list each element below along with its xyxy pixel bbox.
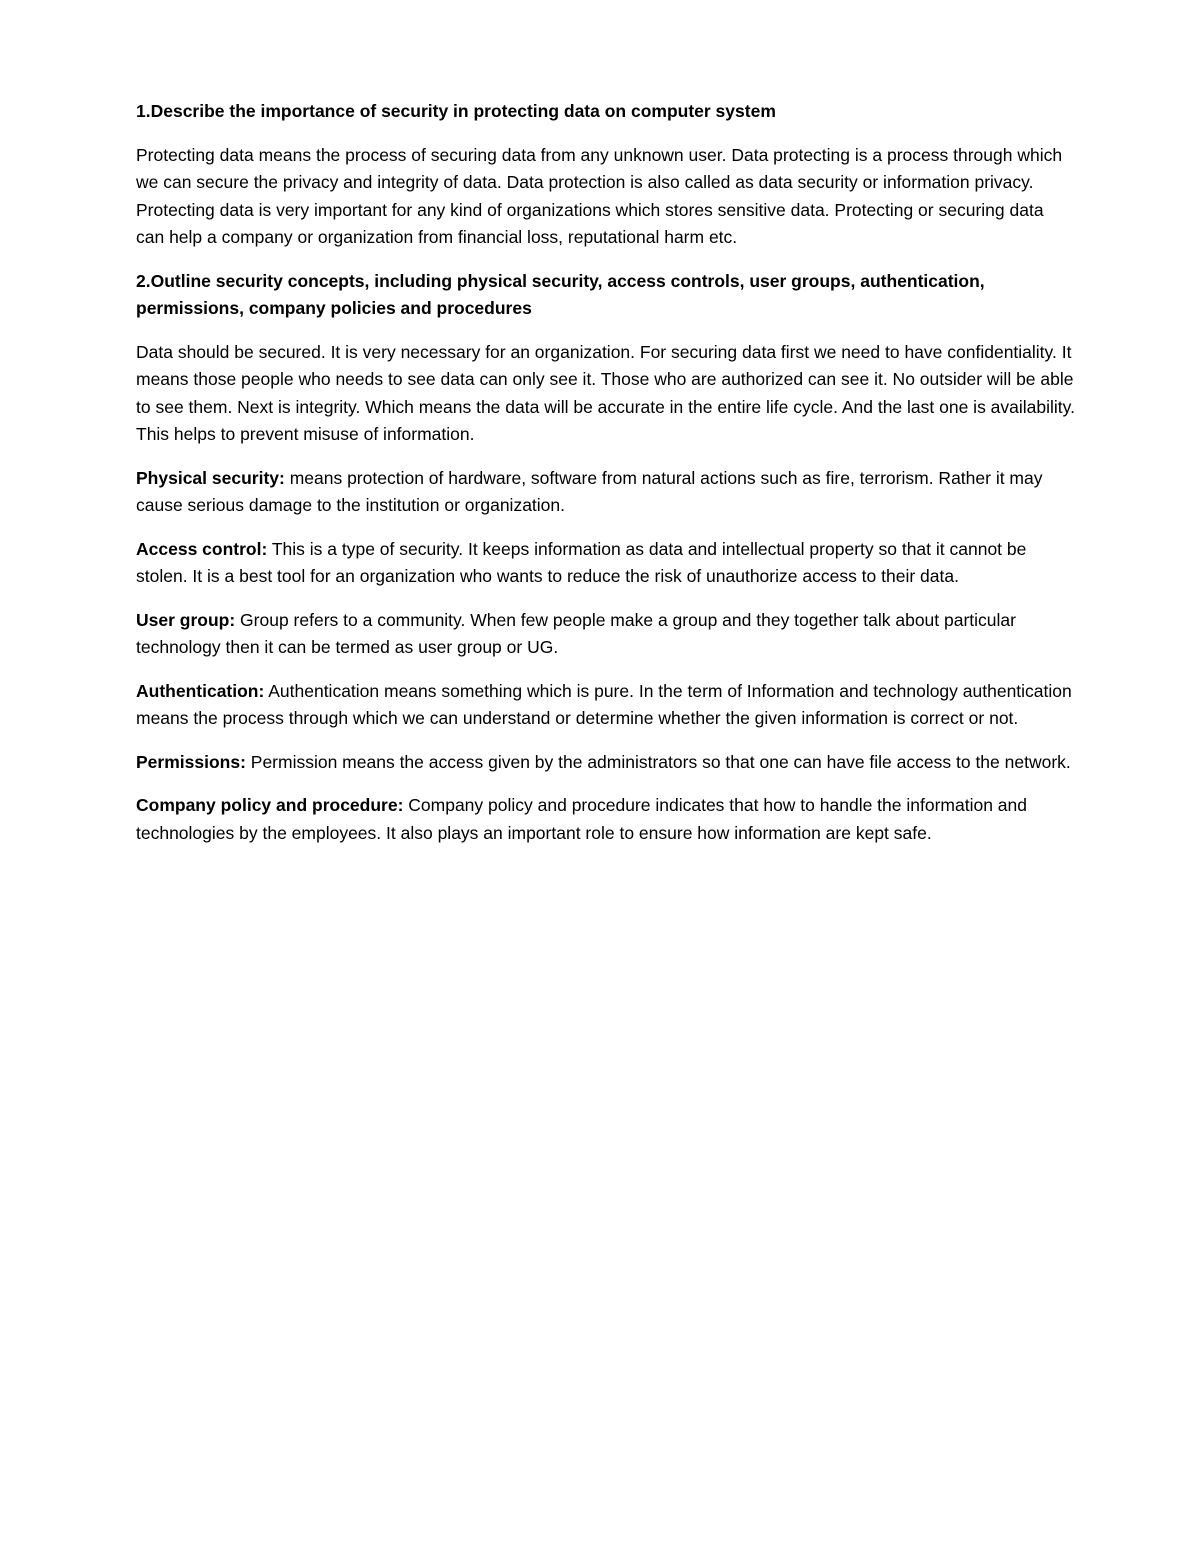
concept-access-control <box>136 536 1076 591</box>
section-1-body: Protecting data means the process of securing data from any unknown user. Data protecting is a process through which we can secure the privacy and integrity of data. Data protection is also called as data security or information privacy. Protecting data is very important for any kind of organizations which stores sensitive data. Protecting or securing data can help a company or organization from financial loss, reputational harm etc. <box>136 144 1063 247</box>
concept-text: Group refers to a community. When few people make a group and they together talk about particular technology then it can be termed as user group or UG. <box>136 609 1016 657</box>
concept-term: Company policy and procedure: <box>136 795 404 815</box>
section-2-heading: 2.Outline security concepts, including physical security, access controls, user groups, authentication, permissions, company policies and procedures <box>136 270 985 318</box>
concept-term: Authentication: <box>136 680 265 701</box>
section-1-heading: 1.Describe the importance of security in protecting data on computer system <box>136 101 776 121</box>
concept-term: Access control: <box>136 538 268 559</box>
concept-term: Physical security: <box>136 467 285 488</box>
concept-term: Permissions: <box>136 751 246 772</box>
concept-text: This is a type of security. It keeps information as data and intellectual property so that it cannot be stolen. It is a best tool for an organization who wants to reduce the risk of unauthorize access to their data. <box>136 538 1027 586</box>
document-content <box>136 98 1076 863</box>
concept-physical-security <box>136 465 1076 520</box>
concept-text: means protection of hardware, software from natural actions such as fire, terrorism. Rather it may cause serious damage to the institution or organization. <box>136 467 1043 515</box>
concept-permissions <box>136 749 1076 777</box>
concept-company-policy <box>136 792 1076 847</box>
concept-text: Company policy and procedure indicates that how to handle the information and technologies by the employees. It also plays an important role to ensure how information are kept safe. <box>136 795 1027 843</box>
concept-text: Authentication means something which is pure. In the term of Information and technology authentication means the process through which we can understand or determine whether the given information is correct or not. <box>136 680 1072 728</box>
section-2-intro: Data should be secured. It is very necessary for an organization. For securing data first we need to have confidentiality. It means those people who needs to see data can only see it. Those who are authorized can see it. No outsider will be able to see them. Next is integrity. Which means the data will be accurate in the entire life cycle. And the last one is availability. This helps to prevent misuse of information. <box>136 341 1075 444</box>
concept-user-group <box>136 607 1076 662</box>
concept-term: User group: <box>136 609 236 630</box>
concept-authentication <box>136 678 1076 733</box>
concept-text: Permission means the access given by the administrators so that one can have file access to the network. <box>245 751 1071 772</box>
